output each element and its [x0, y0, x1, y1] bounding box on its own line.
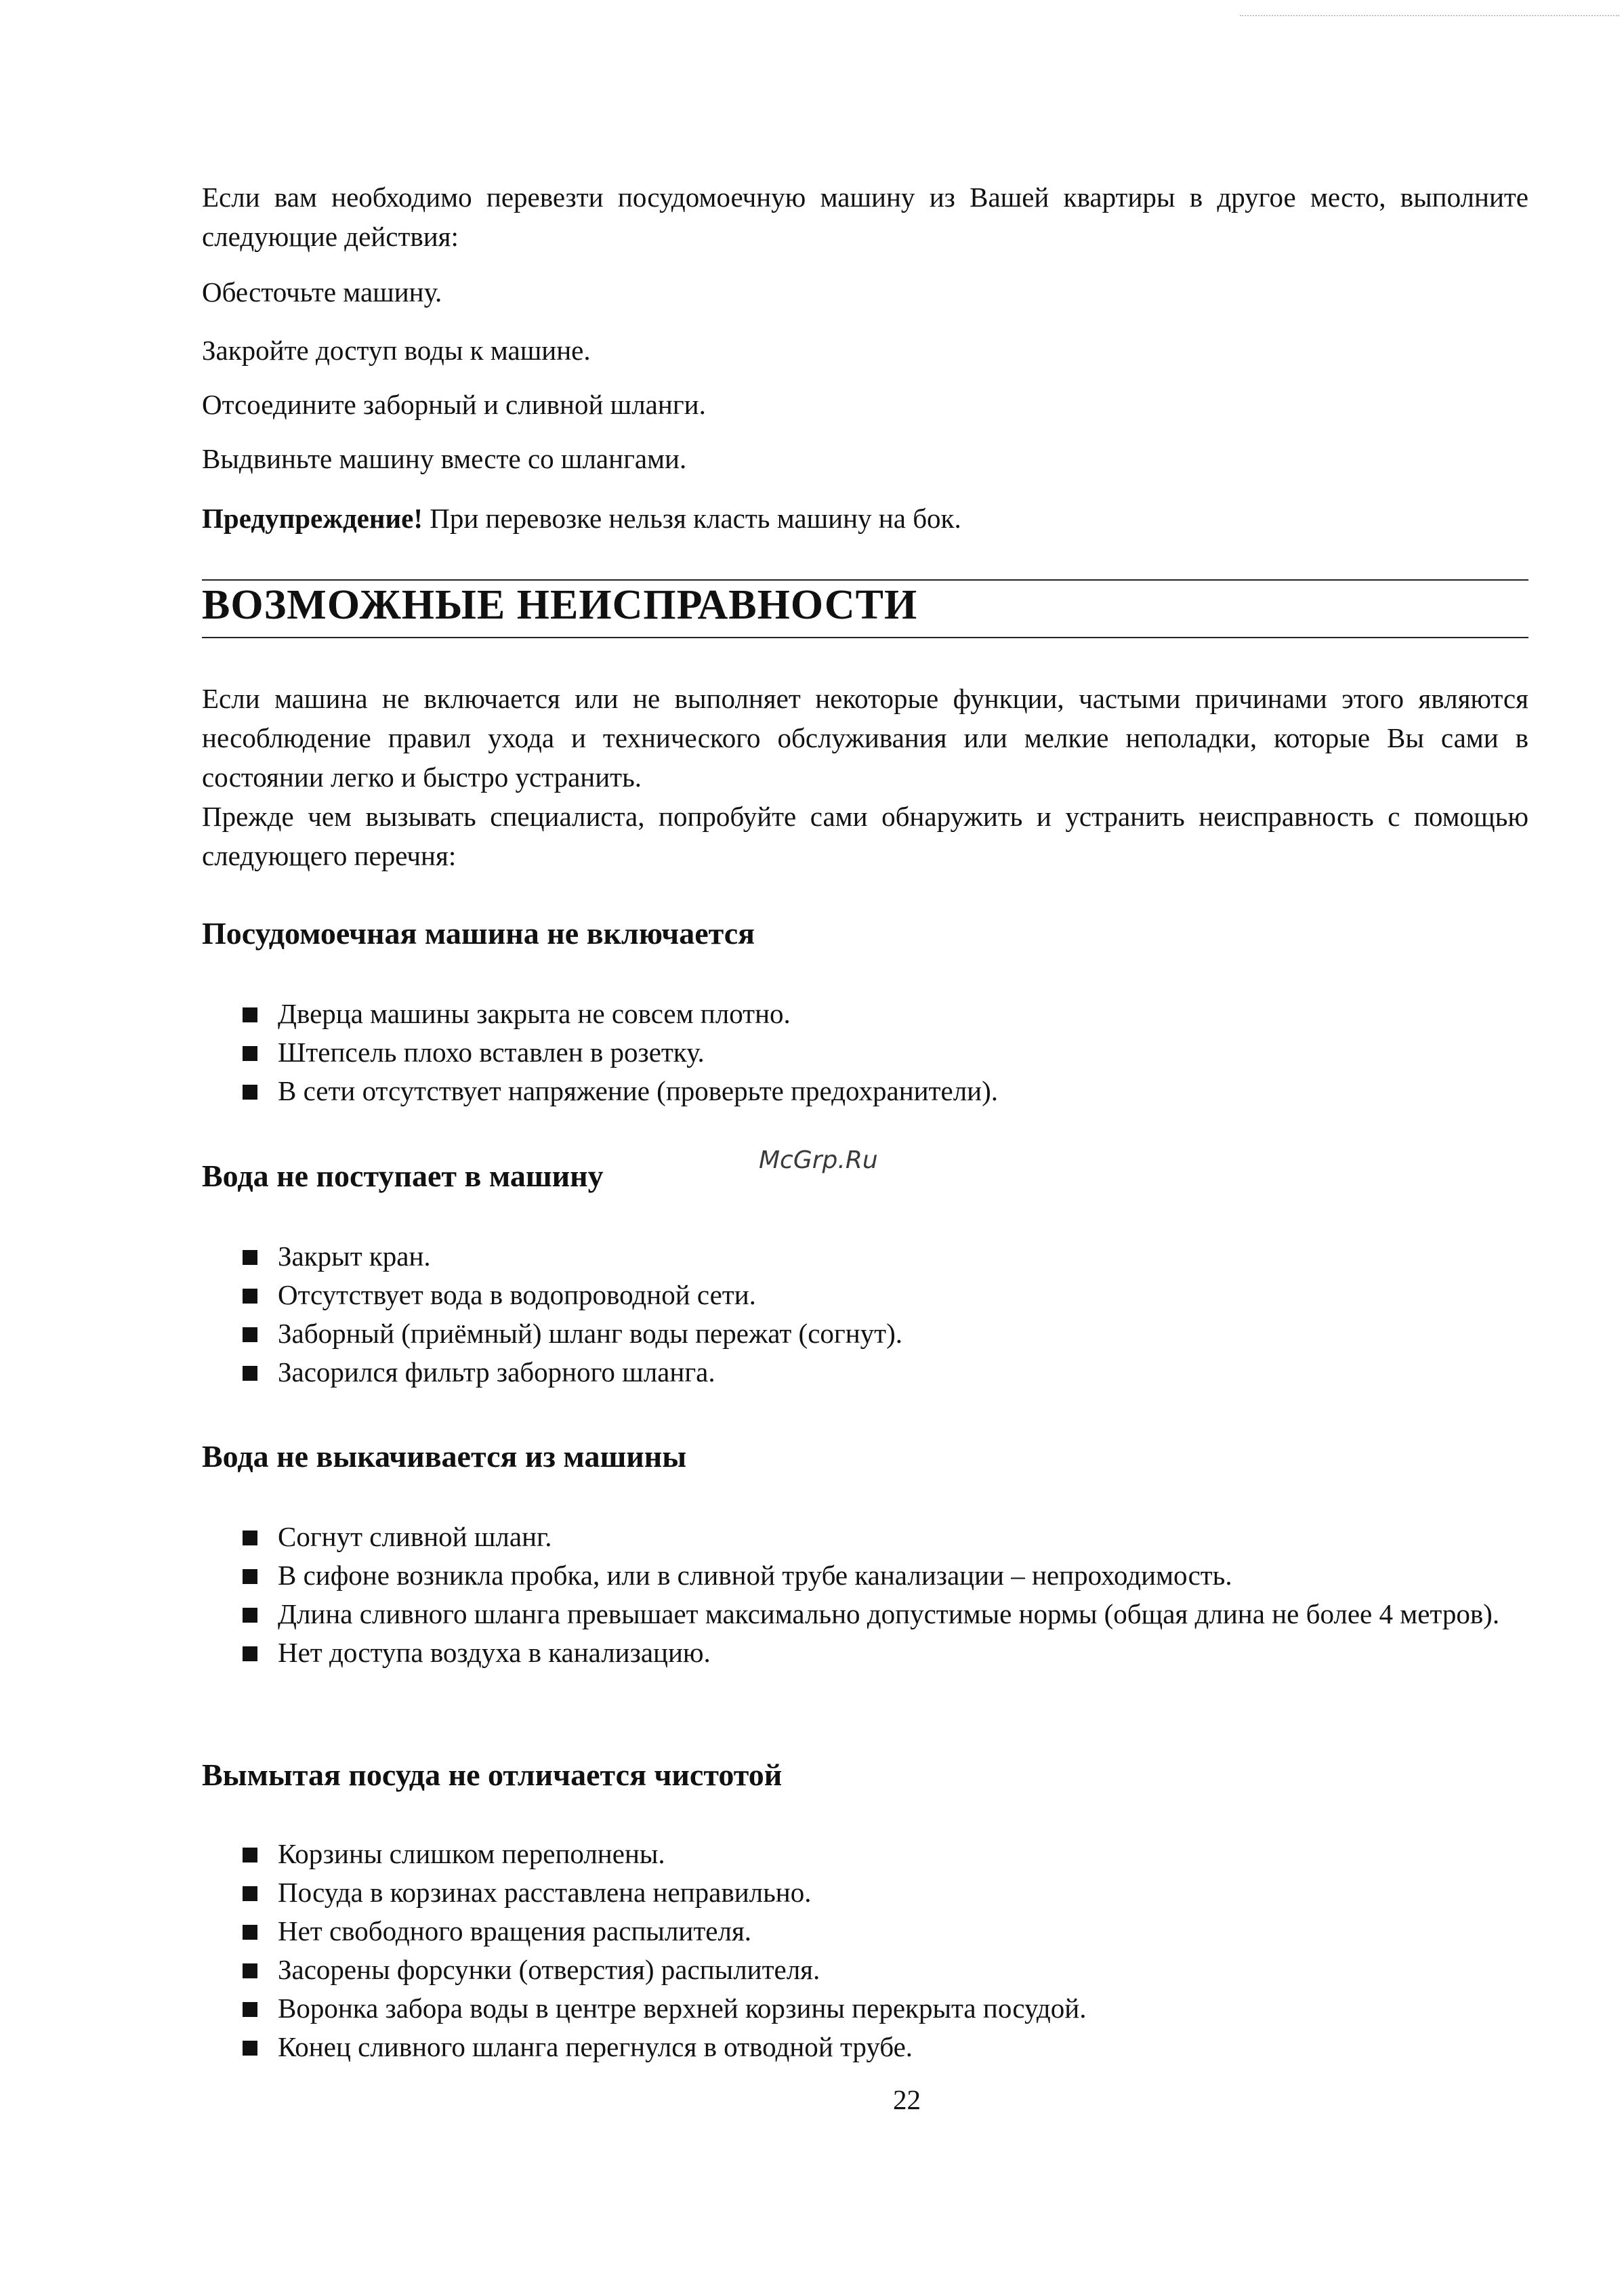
list-item [243, 1873, 1528, 1912]
page-number: 22 [893, 2084, 921, 2115]
transport-step: Закройте доступ воды к машине. [202, 335, 591, 366]
transport-step: Обесточьте машину. [202, 276, 442, 308]
cause-text: Нет свободного вращения распылителя. [278, 1915, 752, 1946]
cause-text: Длина сливного шланга превышает максимально допустимые нормы (общая длина не более 4 метров). [278, 1598, 1500, 1629]
watermark: McGrp.Ru [759, 1146, 878, 1174]
cause-text: Засорены форсунки (отверстия) распылителя. [278, 1954, 820, 1985]
bullet-icon [243, 1886, 257, 1901]
problem-title: Вода не поступает в машину [202, 1159, 604, 1193]
bullet-icon [243, 1007, 257, 1022]
list-item [243, 1595, 1528, 1633]
section-rule-bottom [202, 637, 1528, 638]
list-item [243, 1237, 1528, 1276]
bullet-icon [243, 1327, 257, 1342]
list-item [243, 1518, 1528, 1556]
bullet-icon [243, 1608, 257, 1623]
section-title: ВОЗМОЖНЫЕ НЕИСПРАВНОСТИ [202, 582, 918, 628]
warning-label: Предупреждение! [202, 503, 423, 534]
list-item [243, 1072, 1528, 1110]
bullet-icon [243, 1250, 257, 1265]
list-item [243, 1989, 1528, 2028]
cause-text: Заборный (приёмный) шланг воды пережат (согнут). [278, 1318, 902, 1349]
cause-text: Посуда в корзинах расставлена неправильно. [278, 1877, 812, 1908]
transport-intro: Если вам необходимо перевезти посудомоечную машину из Вашей квартиры в другое место, выполните следующие действия: [202, 182, 1528, 252]
list-item [243, 1633, 1528, 1672]
cause-text: Засорился фильтр заборного шланга. [278, 1356, 715, 1388]
transport-step: Отсоедините заборный и сливной шланги. [202, 389, 706, 420]
list-item [243, 1276, 1528, 1314]
problem-title: Посудомоечная машина не включается [202, 916, 755, 951]
cause-text: Закрыт кран. [278, 1241, 431, 1272]
list-item [243, 1951, 1528, 1989]
list-item [243, 1556, 1528, 1595]
list-item [243, 2028, 1528, 2066]
bullet-icon [243, 1646, 257, 1661]
list-item [243, 995, 1528, 1033]
cause-list [243, 1835, 1528, 2066]
bullet-icon [243, 1569, 257, 1584]
bullet-icon [243, 1925, 257, 1940]
bullet-icon [243, 1963, 257, 1978]
list-item [243, 1314, 1528, 1353]
transport-step: Выдвиньте машину вместе со шлангами. [202, 443, 687, 474]
list-item [243, 1912, 1528, 1951]
cause-list [243, 995, 1528, 1110]
list-item [243, 1353, 1528, 1392]
list-item [243, 1835, 1528, 1873]
bullet-icon [243, 1085, 257, 1100]
bullet-icon [243, 1531, 257, 1545]
cause-text: В сифоне возникла пробка, или в сливной трубе канализации – непроходимость. [278, 1560, 1232, 1591]
transport-warning [202, 499, 961, 538]
section-intro-1: Если машина не включается или не выполняет некоторые функции, частыми причинами этого являются несоблюдение правил ухода и технического обслуживания или мелкие неполадки, которые Вы сами в состоянии легко и быстро устранить. [202, 683, 1528, 793]
bullet-icon [243, 1289, 257, 1304]
cause-text: Дверца машины закрыта не совсем плотно. [278, 998, 791, 1029]
list-item [243, 1033, 1528, 1072]
cause-text: В сети отсутствует напряжение (проверьте предохранители). [278, 1075, 999, 1106]
cause-list [243, 1237, 1528, 1392]
cause-text: Отсутствует вода в водопроводной сети. [278, 1279, 756, 1310]
bullet-icon [243, 1366, 257, 1381]
cause-text: Штепсель плохо вставлен в розетку. [278, 1037, 705, 1068]
cause-list [243, 1518, 1528, 1672]
scan-artifact [1240, 15, 1619, 19]
problem-title: Вымытая посуда не отличается чистотой [202, 1757, 783, 1792]
cause-text: Нет доступа воздуха в канализацию. [278, 1637, 711, 1668]
cause-text: Воронка забора воды в центре верхней корзины перекрыта посудой. [278, 1993, 1087, 2024]
bullet-icon [243, 1046, 257, 1061]
problem-title: Вода не выкачивается из машины [202, 1439, 687, 1474]
cause-text: Корзины слишком переполнены. [278, 1838, 665, 1869]
cause-text: Конец сливного шланга перегнулся в отводной трубе. [278, 2031, 913, 2062]
bullet-icon [243, 2002, 257, 2017]
section-intro-2: Прежде чем вызывать специалиста, попробуйте сами обнаружить и устранить неисправность с помощью следующего перечня: [202, 801, 1528, 871]
warning-text: При перевозке нельзя класть машину на бок. [422, 503, 961, 534]
bullet-icon [243, 1848, 257, 1862]
cause-text: Согнут сливной шланг. [278, 1521, 552, 1552]
bullet-icon [243, 2041, 257, 2056]
